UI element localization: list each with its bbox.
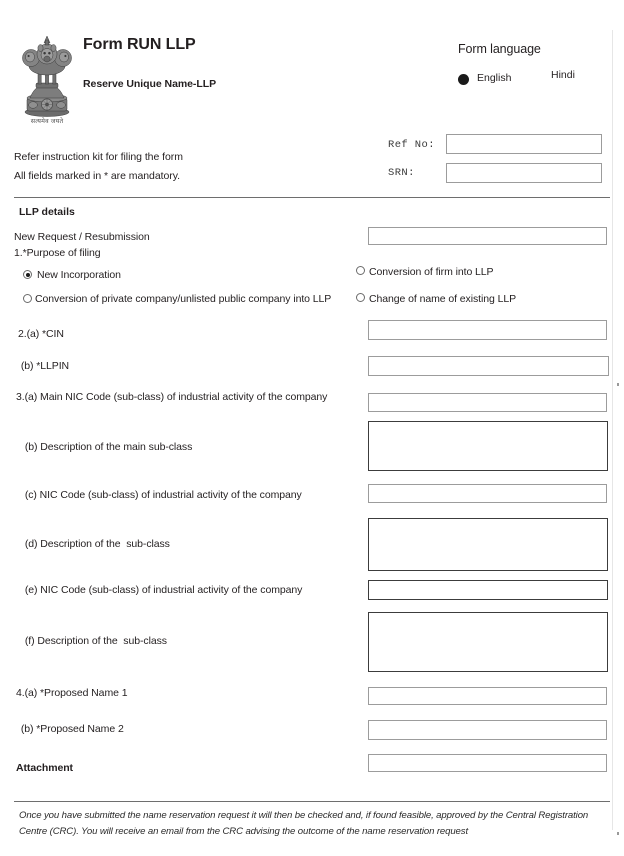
mandatory-fields-text: All fields marked in * are mandatory.	[14, 170, 181, 182]
label-description-sub-class-f: (f) Description of the sub-class	[22, 635, 167, 647]
radio-conversion-of-private-company[interactable]	[23, 294, 32, 303]
input-llpin[interactable]	[368, 356, 609, 376]
scan-speck	[617, 832, 619, 835]
input-nic-code-e[interactable]	[368, 580, 608, 600]
input-new-request-resubmission[interactable]	[368, 227, 607, 245]
input-cin[interactable]	[368, 320, 607, 340]
state-emblem-icon	[16, 30, 78, 130]
ref-no-input[interactable]	[446, 134, 602, 154]
label-purpose-of-filing: 1.*Purpose of filing	[14, 247, 101, 259]
radio-label-conversion-of-private-company[interactable]: Conversion of private company/unlisted public company into LLP	[35, 293, 332, 305]
radio-new-incorporation[interactable]	[23, 270, 32, 279]
section-heading-llp-details: LLP details	[19, 206, 75, 218]
textarea-description-sub-class-d[interactable]	[368, 518, 608, 571]
section-divider-bottom	[14, 801, 610, 802]
radio-label-change-of-name-of-existing-llp[interactable]: Change of name of existing LLP	[369, 293, 517, 305]
page-subtitle: Reserve Unique Name-LLP	[83, 78, 217, 90]
form-language-radio-group	[458, 71, 608, 89]
input-proposed-name-1[interactable]	[368, 687, 607, 705]
srn-label: SRN:	[388, 167, 415, 179]
scan-speck	[617, 383, 619, 386]
label-main-nic-code: 3.(a) Main NIC Code (sub-class) of industrial activity of the company	[16, 391, 328, 403]
input-attachment[interactable]	[368, 754, 607, 772]
label-proposed-name-1: 4.(a) *Proposed Name 1	[16, 687, 128, 699]
label-proposed-name-2: (b) *Proposed Name 2	[18, 723, 124, 735]
page-title: Form RUN LLP	[83, 36, 196, 53]
srn-input[interactable]	[446, 163, 602, 183]
form-language-heading: Form language	[458, 42, 541, 56]
input-main-nic-code[interactable]	[368, 393, 607, 412]
label-llpin: (b) *LLPIN	[18, 360, 70, 372]
instruction-kit-text: Refer instruction kit for filing the form	[14, 151, 183, 163]
emblem-motto: सत्यमेव जयते	[30, 118, 64, 125]
input-nic-code-c[interactable]	[368, 484, 607, 503]
label-nic-code-c: (c) NIC Code (sub-class) of industrial activity of the company	[22, 489, 302, 501]
label-description-sub-class-d: (d) Description of the sub-class	[22, 538, 170, 550]
label-attachment: Attachment	[16, 762, 73, 774]
textarea-description-main-sub-class[interactable]	[368, 421, 608, 471]
radio-conversion-of-firm-into-llp[interactable]	[356, 266, 365, 275]
radio-label-english[interactable]: English	[477, 72, 512, 84]
footer-note: Once you have submitted the name reservation request it will then be checked and, if found feasible, approved by the Central Registration Centre (CRC). You will receive an email from the CRC advising the outcome of the name reservation request	[19, 810, 589, 837]
radio-label-conversion-of-firm-into-llp[interactable]: Conversion of firm into LLP	[369, 266, 494, 278]
radio-label-hindi[interactable]: Hindi	[551, 69, 575, 81]
ref-no-label: Ref No:	[388, 139, 435, 151]
textarea-description-sub-class-f[interactable]	[368, 612, 608, 672]
label-nic-code-e: (e) NIC Code (sub-class) of industrial activity of the company	[22, 584, 303, 596]
radio-language-english[interactable]	[458, 74, 469, 85]
label-description-main-sub-class: (b) Description of the main sub-class	[22, 441, 193, 453]
radio-label-new-incorporation[interactable]: New Incorporation	[37, 269, 121, 281]
input-proposed-name-2[interactable]	[368, 720, 607, 740]
radio-change-of-name-of-existing-llp[interactable]	[356, 293, 365, 302]
label-cin: 2.(a) *CIN	[18, 328, 64, 340]
section-divider-top	[14, 197, 610, 198]
page-margin-line	[612, 30, 613, 830]
label-new-request-resubmission: New Request / Resubmission	[14, 231, 150, 243]
